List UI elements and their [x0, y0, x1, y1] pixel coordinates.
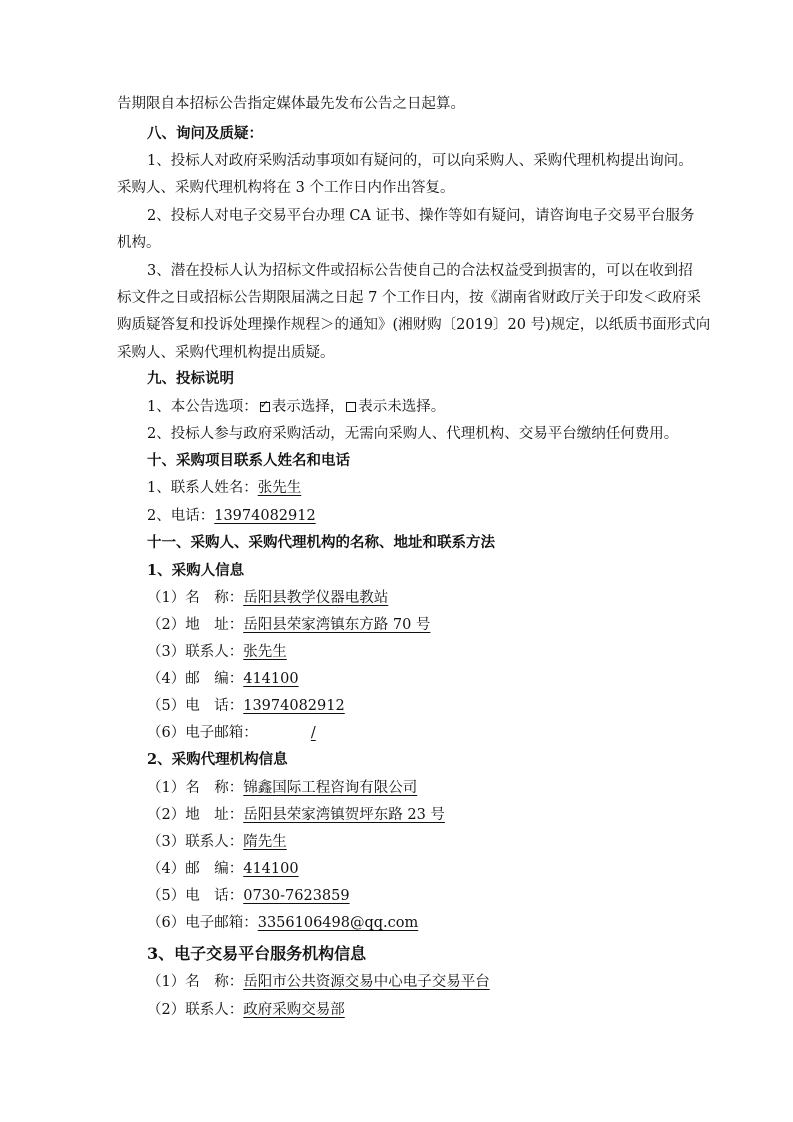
buyer-label: （5）电 话： — [147, 698, 244, 714]
platform-value: 政府采购交易部 — [243, 1002, 345, 1018]
buyer-row — [0, 696, 793, 716]
paragraph-deadline: 告期限自本招标公告指定媒体最先发布公告之日起算。 — [117, 96, 465, 112]
buyer-row — [0, 669, 793, 689]
empty-box-icon — [346, 402, 356, 412]
heading-8: 八、询问及质疑： — [147, 125, 263, 142]
buyer-row — [0, 615, 793, 635]
contact-phone-row — [0, 506, 793, 526]
paragraph-8-2b: 机构。 — [117, 235, 161, 251]
buyer-label: （1）名 称： — [147, 590, 244, 606]
buyer-label: （3）联系人： — [147, 644, 244, 660]
buyer-row — [0, 588, 793, 608]
agent-row — [0, 913, 793, 933]
agent-label: （2）地 址： — [147, 807, 244, 823]
paragraph-8-1b: 采购人、采购代理机构将在 3 个工作日内作出答复。 — [117, 180, 455, 196]
paragraph-8-3d: 采购人、采购代理机构提出质疑。 — [117, 345, 335, 361]
platform-label: （1）名 称： — [147, 974, 244, 990]
heading-9: 九、投标说明 — [147, 370, 234, 387]
buyer-value: 张先生 — [243, 644, 287, 660]
buyer-value: 岳阳县教学仪器电教站 — [243, 590, 389, 606]
paragraph-8-1a: 1、投标人对政府采购活动事项如有疑问的，可以向采购人、采购代理机构提出询问。 — [147, 153, 693, 169]
heading-10: 十、采购项目联系人姓名和电话 — [147, 452, 350, 469]
buyer-row — [0, 723, 793, 743]
agent-value: 锦鑫国际工程咨询有限公司 — [243, 780, 418, 796]
agent-label: （3）联系人： — [147, 834, 244, 850]
buyer-label: （4）邮 编： — [147, 671, 244, 687]
buyer-value: 岳阳县荣家湾镇东方路 70 号 — [243, 617, 431, 633]
buyer-row — [0, 642, 793, 662]
platform-value: 岳阳市公共资源交易中心电子交易平台 — [243, 974, 490, 990]
agent-value: 0730-7623859 — [243, 888, 350, 904]
agent-row — [0, 832, 793, 852]
options-unchecked-text: 表示未选择。 — [358, 399, 446, 415]
buyer-value: / — [310, 725, 316, 741]
buyer-value: 414100 — [243, 671, 299, 687]
heading-11-2: 2、采购代理机构信息 — [147, 751, 288, 768]
options-checked-text: 表示选择， — [271, 399, 345, 415]
contact-name-label: 1、联系人姓名： — [147, 480, 258, 496]
agent-label: （1）名 称： — [147, 780, 244, 796]
paragraph-9-2: 2、投标人参与政府采购活动，无需向采购人、代理机构、交易平台缴纳任何费用。 — [147, 426, 679, 442]
agent-value: 414100 — [243, 861, 299, 877]
buyer-value: 13974082912 — [243, 698, 345, 714]
platform-row — [0, 1000, 793, 1020]
contact-phone-label: 2、电话： — [147, 508, 215, 524]
buyer-label: （6）电子邮箱： — [147, 725, 258, 741]
agent-row — [0, 778, 793, 798]
agent-label: （6）电子邮箱： — [147, 915, 258, 931]
paragraph-8-3a: 3、潜在投标人认为招标文件或招标公告使自己的合法权益受到损害的，可以在收到招 — [147, 263, 693, 279]
contact-phone-value: 13974082912 — [214, 508, 316, 524]
checked-box-icon — [260, 402, 270, 412]
contact-name-row — [0, 478, 793, 498]
agent-row — [0, 886, 793, 906]
agent-row — [0, 859, 793, 879]
agent-value: 岳阳县荣家湾镇贺坪东路 23 号 — [243, 807, 445, 823]
platform-row — [0, 972, 793, 992]
agent-value: 隋先生 — [243, 834, 287, 850]
agent-row — [0, 805, 793, 825]
heading-11-1: 1、采购人信息 — [147, 562, 245, 579]
contact-name-value: 张先生 — [257, 480, 302, 496]
paragraph-8-3c: 购质疑答复和投诉处理操作规程＞的通知》(湘财购〔2019〕20 号)规定，以纸质书面形式向 — [117, 317, 711, 333]
heading-11: 十一、采购人、采购代理机构的名称、地址和联系方法 — [147, 534, 495, 551]
paragraph-8-2a: 2、投标人对电子交易平台办理 CA 证书、操作等如有疑问，请咨询电子交易平台服务 — [147, 208, 695, 224]
options-label: 1、本公告选项： — [147, 399, 258, 415]
agent-label: （5）电 话： — [147, 888, 244, 904]
platform-label: （2）联系人： — [147, 1002, 244, 1018]
paragraph-9-1 — [0, 397, 793, 417]
heading-11-3: 3、电子交易平台服务机构信息 — [147, 944, 367, 963]
buyer-label: （2）地 址： — [147, 617, 244, 633]
paragraph-8-3b: 标文件之日或招标公告期限届满之日起 7 个工作日内，按《湖南省财政厅关于印发＜政府采 — [117, 290, 701, 306]
agent-label: （4）邮 编： — [147, 861, 244, 877]
agent-value: 3356106498@qq.com — [257, 915, 419, 931]
